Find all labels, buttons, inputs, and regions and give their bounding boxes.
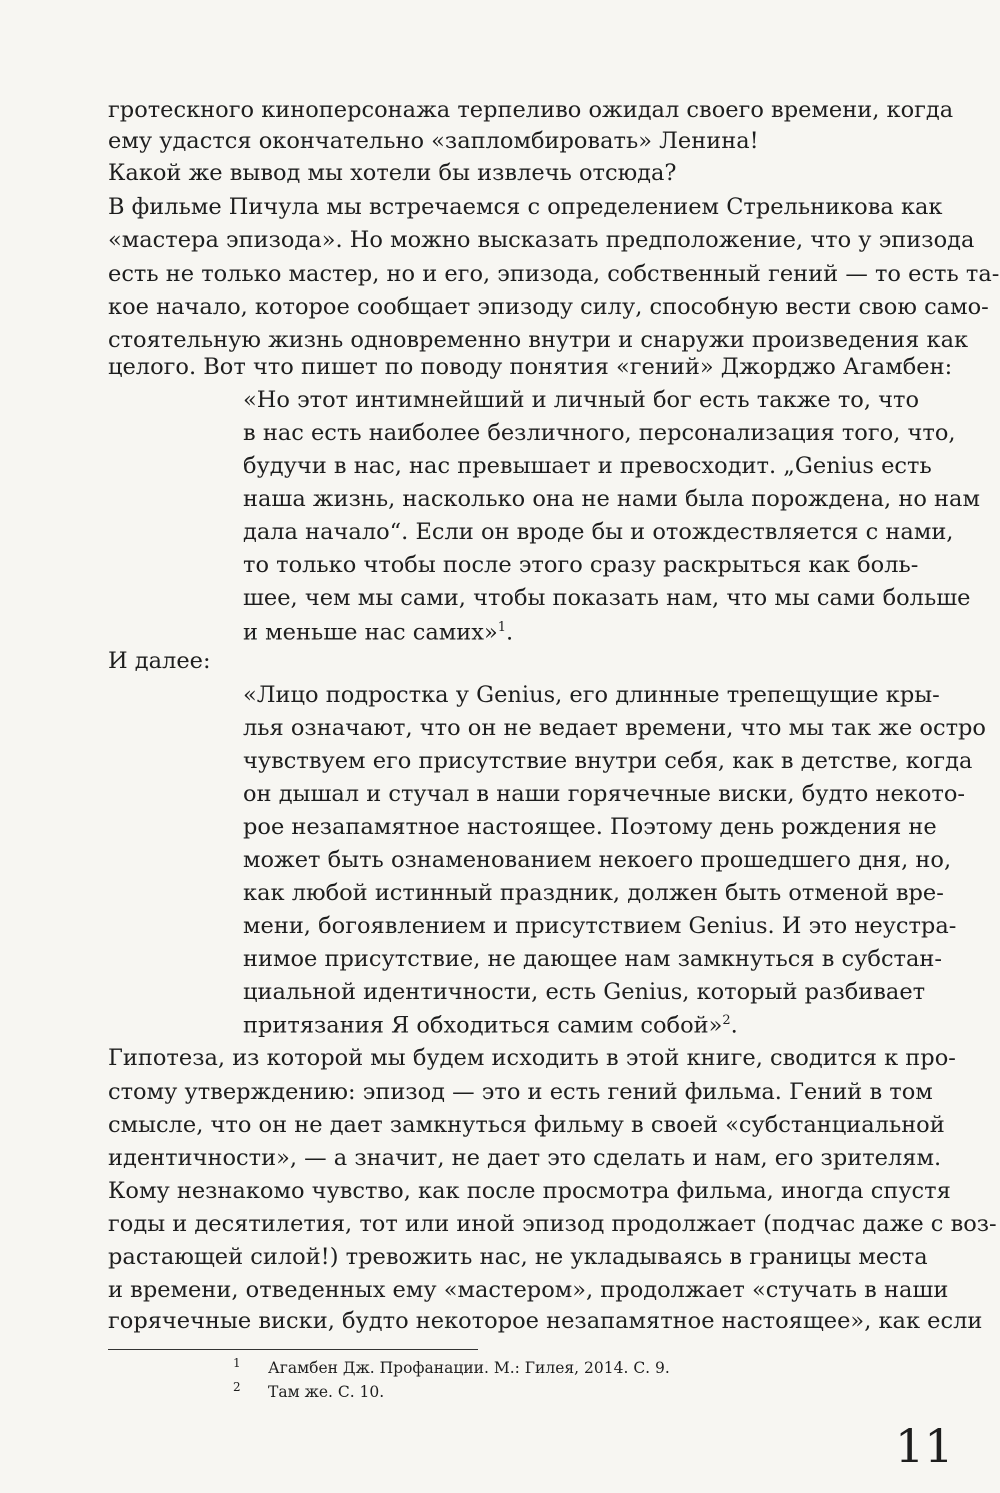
quote-line: нимое присутствие, не дающее нам замкнуться в субстан- bbox=[243, 946, 943, 972]
quote-line: то только чтобы после этого сразу раскрыться как боль- bbox=[243, 552, 919, 578]
text-line: кое начало, которое сообщает эпизоду силу, способную вести свою само- bbox=[108, 294, 989, 320]
quote-line: в нас есть наиболее безличного, персонализация того, что, bbox=[243, 420, 956, 446]
quote-line: притязания Я обходиться самим собой»$^2$. bbox=[243, 1012, 738, 1039]
quote-end-text: и меньше нас самих» bbox=[243, 619, 498, 646]
footnote-number: 1 bbox=[233, 1356, 241, 1370]
footnote-text: Там же. С. 10. bbox=[268, 1383, 385, 1401]
text-line: идентичности», — а значит, не дает это сделать и нам, его зрителям. bbox=[108, 1145, 942, 1171]
text-line: стоятельную жизнь одновременно внутри и снаружи произведения как bbox=[108, 327, 969, 353]
quote-line: циальной идентичности, есть Genius, который разбивает bbox=[243, 979, 926, 1005]
quote-line: чувствуем его присутствие внутри себя, как в детстве, когда bbox=[243, 748, 973, 774]
quote-line: он дышал и стучал в наши горячечные виски, будто некото- bbox=[243, 781, 965, 807]
footnote-number: 2 bbox=[233, 1380, 241, 1394]
quote-line: рое незапамятное настоящее. Поэтому день рождения не bbox=[243, 814, 937, 840]
quote-line: будучи в нас, нас превышает и превосходит. „Genius есть bbox=[243, 453, 932, 479]
text-line: и времени, отведенных ему «мастером», продолжает «стучать в наши bbox=[108, 1277, 949, 1303]
text-line: годы и десятилетия, тот или иной эпизод продолжает (подчас даже с воз- bbox=[108, 1211, 997, 1237]
text-line: растающей силой!) тревожить нас, не укладываясь в границы места bbox=[108, 1244, 928, 1270]
quote-line: мени, богоявлением и присутствием Genius. И это неустра- bbox=[243, 913, 957, 939]
text-line: Кому незнакомо чувство, как после просмотра фильма, иногда спустя bbox=[108, 1178, 951, 1204]
quote-line: и меньше нас самих»$^1$. bbox=[243, 619, 514, 646]
text-line: В фильме Пичула мы встречаемся с определением Стрельникова как bbox=[108, 194, 943, 220]
quote-line: как любой истинный праздник, должен быть отменой вре- bbox=[243, 880, 944, 906]
text-line: стому утверждению: эпизод — это и есть гений фильма. Гений в том bbox=[108, 1079, 933, 1105]
text-line: смысле, что он не дает замкнуться фильму в своей «субстанциальной bbox=[108, 1112, 945, 1138]
text-line: горячечные виски, будто некоторое незапамятное настоящее», как если bbox=[108, 1308, 983, 1334]
quote-line: «Лицо подростка у Genius, его длинные трепещущие кры- bbox=[243, 682, 940, 708]
text-line: Гипотеза, из которой мы будем исходить в этой книге, сводится к про- bbox=[108, 1045, 956, 1071]
text-line: ему удастся окончательно «запломбировать» Ленина! bbox=[108, 128, 759, 154]
quote-line: «Но этот интимнейший и личный бог есть также то, что bbox=[243, 387, 920, 413]
text-line: гротескного киноперсонажа терпеливо ожидал своего времени, когда bbox=[108, 97, 954, 123]
quote-line: дала начало“. Если он вроде бы и отождествляется с нами, bbox=[243, 519, 954, 545]
page-number: 11 bbox=[895, 1419, 954, 1473]
quote-line: шее, чем мы сами, чтобы показать нам, что мы сами больше bbox=[243, 585, 971, 611]
footnote-ref: 2 bbox=[722, 1013, 731, 1028]
quote-line: наша жизнь, насколько она не нами была порождена, но нам bbox=[243, 486, 980, 512]
footnote-ref: 1 bbox=[497, 620, 507, 635]
text-line: «мастера эпизода». Но можно высказать предположение, что у эпизода bbox=[108, 227, 975, 253]
quote-end-text: притязания Я обходиться самим собой» bbox=[243, 1012, 723, 1039]
text-line: И далее: bbox=[108, 648, 211, 674]
text-line: Какой же вывод мы хотели бы извлечь отсюда? bbox=[108, 160, 677, 186]
footnote-text: Агамбен Дж. Профанации. М.: Гилея, 2014. С. 9. bbox=[268, 1359, 670, 1377]
footnote-rule bbox=[108, 1349, 478, 1350]
text-line: есть не только мастер, но и его, эпизода, собственный гений — то есть та- bbox=[108, 261, 1000, 287]
quote-line: лья означают, что он не ведает времени, что мы так же остро bbox=[243, 715, 986, 741]
quote-line: может быть ознаменованием некоего прошедшего дня, но, bbox=[243, 847, 952, 873]
text-line: целого. Вот что пишет по поводу понятия «гений» Джорджо Агамбен: bbox=[108, 354, 953, 380]
